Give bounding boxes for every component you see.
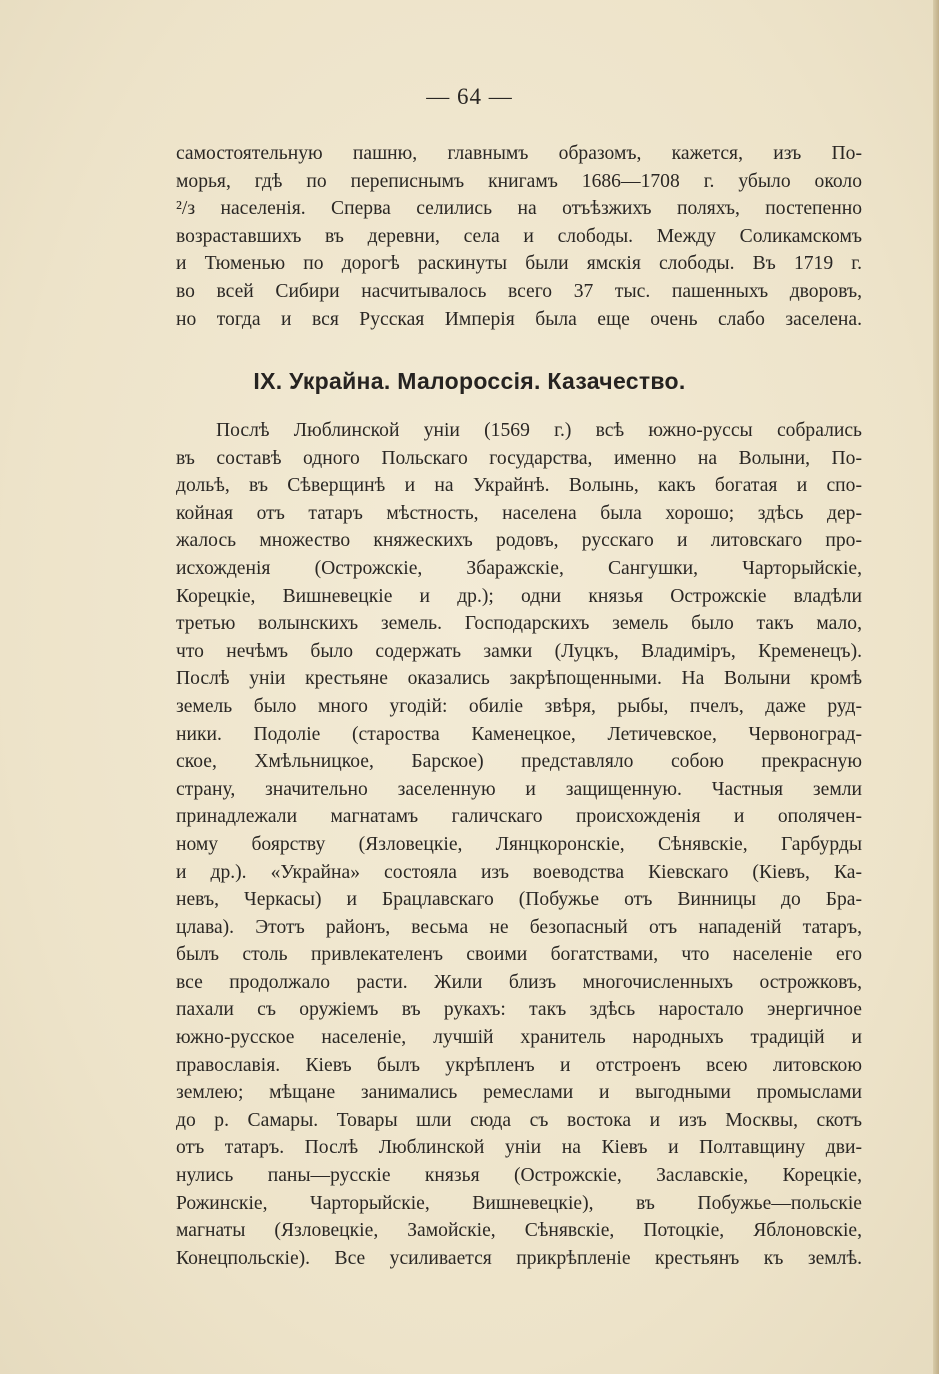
text-line: Послѣ уніи крестьяне оказались закрѣпощенными. На Волыни кромѣ bbox=[176, 668, 862, 690]
text-line: южно-русское населеніе, лучшій хранитель народныхъ традицій и bbox=[176, 1027, 862, 1049]
text-line: страну, значительно заселенную и защищенную. Частныя земли bbox=[176, 778, 862, 800]
text-line: во всей Сибири насчитывалось всего 37 тыс. пашенныхъ дворовъ, bbox=[176, 280, 862, 302]
text-line: невъ, Черкасы) и Брацлавскаго (Побужье отъ Винницы до Бра- bbox=[176, 889, 862, 911]
text-line: ²/з населенія. Сперва селились на отъѣзжихъ поляхъ, постепенно bbox=[176, 198, 862, 220]
text-line: землею; мѣщане занимались ремеслами и выгодными промыслами bbox=[176, 1082, 862, 1104]
text-line: православія. Кіевъ былъ укрѣпленъ и отстроенъ всею литовскою bbox=[176, 1054, 862, 1076]
text-line: исхожденія (Острожскіе, Збаражскіе, Сангушки, Чарторыйскіе, bbox=[176, 557, 862, 579]
text-line: земель было много угодій: обиліе звѣря, рыбы, пчелъ, даже руд- bbox=[176, 695, 862, 717]
text-line: ники. Подоліе (староства Каменецкое, Летичевское, Червоноград- bbox=[176, 723, 862, 745]
text-line: возраставшихъ въ деревни, села и слободы. Между Соликамскомъ bbox=[176, 225, 862, 247]
text-line: третью волынскихъ земель. Господарскихъ земель было такъ мало, bbox=[176, 613, 862, 635]
paragraph-continued bbox=[176, 140, 862, 333]
page-number: — 64 — bbox=[426, 84, 513, 109]
text-line: Конецпольскіе). Все усиливается прикрѣпленіе крестьянъ къ землѣ. bbox=[176, 1247, 862, 1269]
text-line: Рожинскіе, Чарторыйскіе, Вишневецкіе), въ Побужье—польскіе bbox=[176, 1192, 862, 1214]
text-line: койная отъ татаръ мѣстность, населена была хорошо; здѣсь дер- bbox=[176, 502, 862, 524]
text-line: жалось множество княжескихъ родовъ, русскаго и литовскаго про- bbox=[176, 530, 862, 552]
text-line: до р. Самары. Товары шли сюда съ востока и изъ Москвы, скотъ bbox=[176, 1109, 862, 1131]
paragraph-main bbox=[176, 417, 862, 1272]
text-line: въ составѣ одного Польскаго государства, именно на Волыни, По- bbox=[176, 447, 862, 469]
section-heading: IX. Украйна. Малороссія. Казачество. bbox=[253, 368, 686, 394]
text-line: Корецкіе, Вишневецкіе и др.); одни князья Острожскіе владѣли bbox=[176, 585, 862, 607]
text-line: и др.). «Украйна» состояла изъ воеводства Кіевскаго (Кіевъ, Ка- bbox=[176, 861, 862, 883]
text-line: отъ татаръ. Послѣ Люблинской уніи на Кіевъ и Полтавщину дви- bbox=[176, 1137, 862, 1159]
text-line: но тогда и вся Русская Имперія была еще очень слабо заселена. bbox=[176, 308, 862, 330]
text-line: все продолжало расти. Жили близъ многочисленныхъ острожковъ, bbox=[176, 971, 862, 993]
text-line: цлава). Этотъ районъ, весьма не безопасный отъ нападеній татаръ, bbox=[176, 916, 862, 938]
text-line: былъ столь привлекателенъ своими богатствами, что населеніе его bbox=[176, 944, 862, 966]
text-line: что нечѣмъ было содержать замки (Луцкъ, Владиміръ, Кременецъ). bbox=[176, 640, 862, 662]
text-line: дольѣ, въ Сѣверщинѣ и на Украйнѣ. Волынь, какъ богатая и спо- bbox=[176, 475, 862, 497]
text-line: пахали съ оружіемъ въ рукахъ: такъ здѣсь наростало энергичное bbox=[176, 999, 862, 1021]
text-line: ному боярству (Язловецкіе, Лянцкоронскіе, Сѣнявскіе, Гарбурды bbox=[176, 833, 862, 855]
text-line: Послѣ Люблинской уніи (1569 г.) всѣ южно-руссы собрались bbox=[216, 420, 862, 441]
text-line: ское, Хмѣльницкое, Барское) представляло собою прекрасную bbox=[176, 751, 862, 773]
page-edge bbox=[933, 0, 939, 1374]
text-line: нулись паны—русскіе князья (Острожскіе, Заславскіе, Корецкіе, bbox=[176, 1165, 862, 1187]
text-line: магнаты (Язловецкіе, Замойскіе, Сѣнявскіе, Потоцкіе, Яблоновскіе, bbox=[176, 1220, 862, 1242]
text-line: принадлежали магнатамъ галичскаго происхожденія и ополячен- bbox=[176, 806, 862, 828]
text-line: самостоятельную пашню, главнымъ образомъ, кажется, изъ По- bbox=[176, 143, 862, 164]
text-line: морья, гдѣ по переписнымъ книгамъ 1686—1708 г. убыло около bbox=[176, 170, 862, 192]
text-line: и Тюменью по дорогѣ раскинуты были ямскія слободы. Въ 1719 г. bbox=[176, 253, 862, 275]
